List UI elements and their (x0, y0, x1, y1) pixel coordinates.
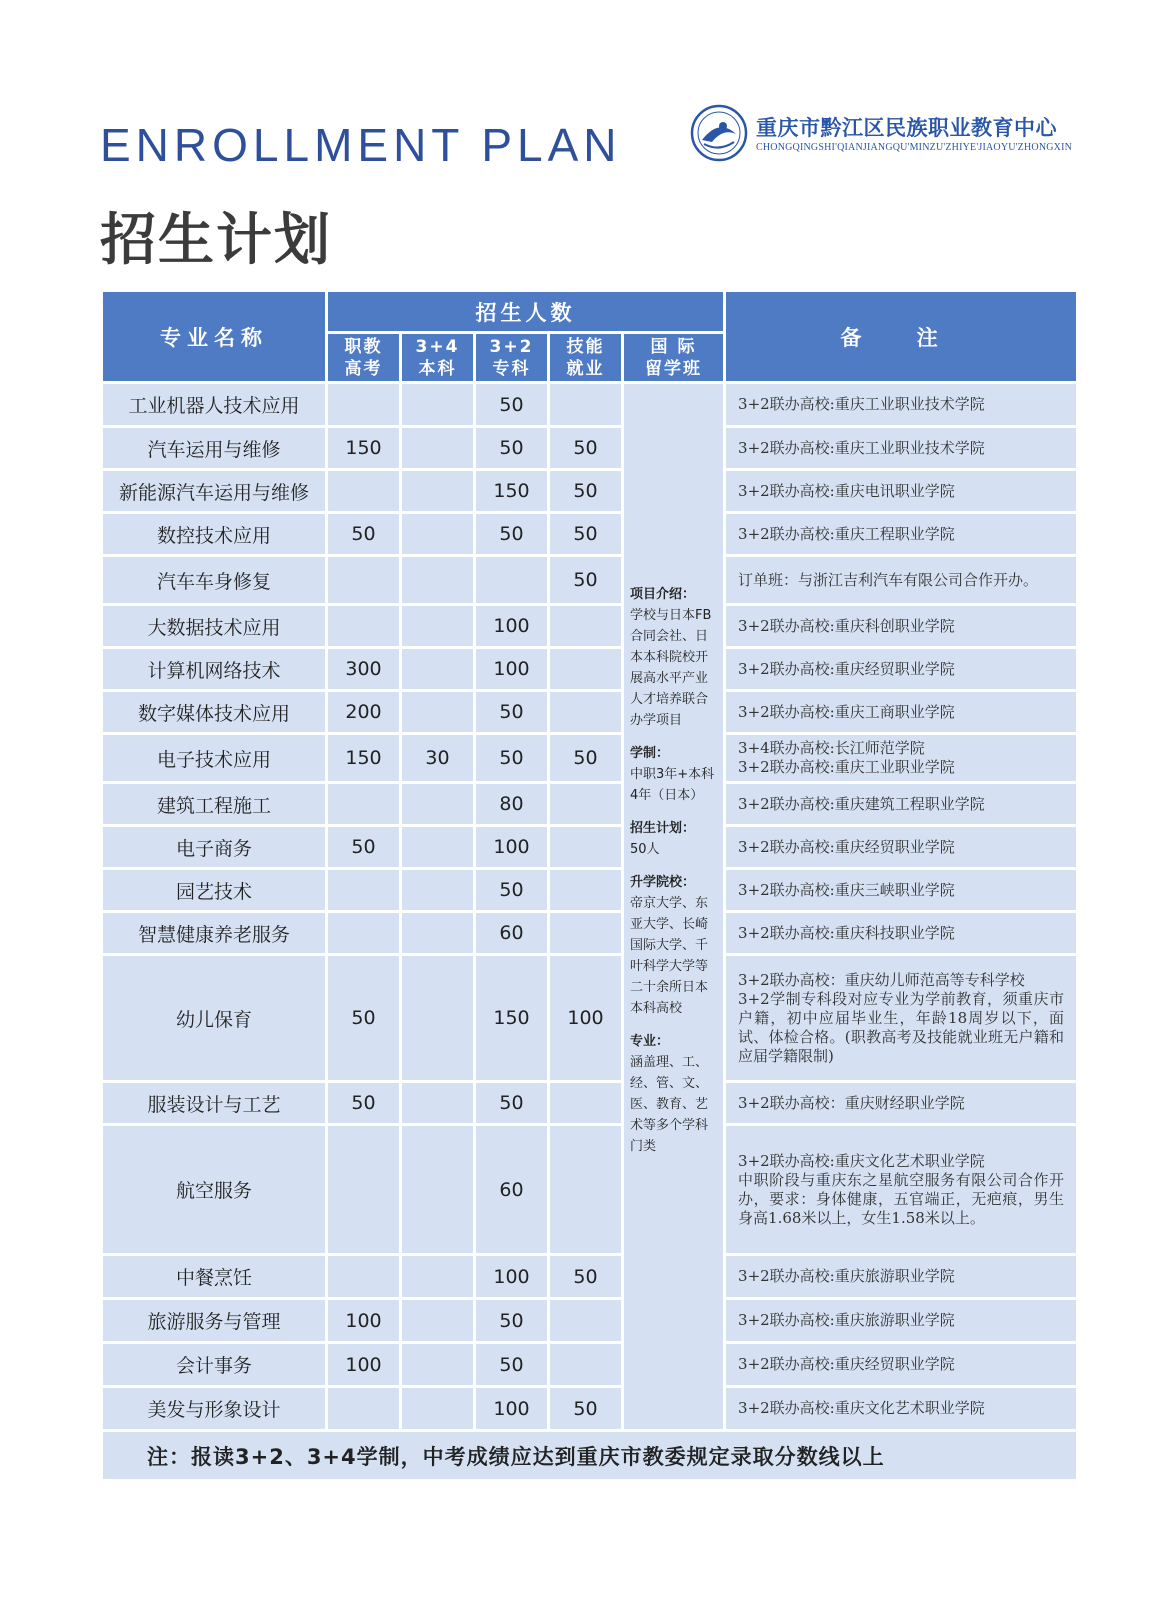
major-name: 工业机器人技术应用 (102, 383, 327, 427)
header-vocational-exam: 职教高考 (327, 333, 401, 383)
table-row (102, 383, 1078, 427)
header-international: 国 际留学班 (623, 333, 725, 383)
count-3plus4 (401, 955, 475, 1082)
count-vocational-exam (327, 605, 401, 648)
major-name: 数字媒体技术应用 (102, 691, 327, 734)
count-3plus4 (401, 383, 475, 427)
count-3plus2: 50 (475, 1343, 549, 1387)
count-3plus4 (401, 470, 475, 513)
remark-cell: 订单班：与浙江吉利汽车有限公司合作开办。 (725, 556, 1078, 605)
count-skill-employment (549, 1082, 623, 1125)
count-skill-employment (549, 691, 623, 734)
count-vocational-exam: 50 (327, 826, 401, 869)
major-name: 数控技术应用 (102, 513, 327, 556)
international-info-block (630, 1031, 719, 1157)
count-3plus2: 50 (475, 383, 549, 427)
count-vocational-exam: 100 (327, 1343, 401, 1387)
count-skill-employment (549, 383, 623, 427)
school-emblem-icon (690, 104, 748, 162)
major-name: 会计事务 (102, 1343, 327, 1387)
count-vocational-exam: 200 (327, 691, 401, 734)
count-skill-employment: 50 (549, 1387, 623, 1431)
international-class-info (623, 383, 725, 1431)
major-name: 中餐烹饪 (102, 1255, 327, 1299)
count-3plus2 (475, 556, 549, 605)
international-info-block (630, 818, 719, 860)
remark-cell: 3+2联办高校:重庆经贸职业学院 (725, 826, 1078, 869)
international-info-block (630, 872, 719, 1019)
major-name: 智慧健康养老服务 (102, 912, 327, 955)
table-row (102, 427, 1078, 470)
page-title-english: ENROLLMENT PLAN (100, 119, 622, 171)
remark-cell: 3+2联办高校:重庆文化艺术职业学院 中职阶段与重庆东之星航空服务有限公司合作开办，要求：身体健康，五官端正，无疤痕，男生身高1.68米以上，女生1.58米以上。 (725, 1125, 1078, 1255)
table-row (102, 1255, 1078, 1299)
count-skill-employment: 50 (549, 470, 623, 513)
count-vocational-exam (327, 912, 401, 955)
major-name: 园艺技术 (102, 869, 327, 912)
major-name: 美发与形象设计 (102, 1387, 327, 1431)
table-row (102, 1343, 1078, 1387)
table-row (102, 691, 1078, 734)
count-3plus4 (401, 513, 475, 556)
count-3plus4 (401, 912, 475, 955)
count-3plus2: 100 (475, 826, 549, 869)
count-3plus4 (401, 1299, 475, 1343)
count-3plus2: 100 (475, 1387, 549, 1431)
table-row (102, 1125, 1078, 1255)
count-skill-employment (549, 1125, 623, 1255)
count-3plus2: 50 (475, 869, 549, 912)
count-vocational-exam (327, 869, 401, 912)
count-3plus4 (401, 1387, 475, 1431)
international-info-label: 升学院校： (630, 875, 696, 890)
count-3plus2: 50 (475, 427, 549, 470)
school-logo (690, 104, 1080, 164)
header-3plus2: 3+2专科 (475, 333, 549, 383)
table-row (102, 470, 1078, 513)
international-info-block (630, 743, 719, 806)
international-info-label: 专业： (630, 1034, 670, 1049)
major-name: 计算机网络技术 (102, 648, 327, 691)
international-info-text: 涵盖理、工、经、管、文、医、教育、艺术等多个学科门类 (630, 1055, 709, 1154)
header-3plus4: 3+4本科 (401, 333, 475, 383)
major-name: 旅游服务与管理 (102, 1299, 327, 1343)
count-vocational-exam (327, 556, 401, 605)
remark-cell: 3+2联办高校:重庆建筑工程职业学院 (725, 783, 1078, 826)
count-3plus4 (401, 869, 475, 912)
international-info-text: 中职3年+本科4年（日本） (630, 767, 715, 803)
count-3plus4 (401, 1125, 475, 1255)
major-name: 电子技术应用 (102, 734, 327, 783)
count-vocational-exam (327, 1255, 401, 1299)
count-3plus4 (401, 1343, 475, 1387)
remark-cell: 3+2联办高校:重庆工业职业技术学院 (725, 427, 1078, 470)
count-3plus2: 60 (475, 912, 549, 955)
major-name: 幼儿保育 (102, 955, 327, 1082)
count-3plus4 (401, 556, 475, 605)
major-name: 汽车运用与维修 (102, 427, 327, 470)
table-row (102, 513, 1078, 556)
count-3plus2: 100 (475, 648, 549, 691)
count-skill-employment (549, 826, 623, 869)
count-skill-employment (549, 1343, 623, 1387)
header-remarks: 备 注 (725, 291, 1078, 383)
count-skill-employment (549, 1299, 623, 1343)
remark-cell: 3+2联办高校:重庆文化艺术职业学院 (725, 1387, 1078, 1431)
count-vocational-exam: 100 (327, 1299, 401, 1343)
count-skill-employment (549, 912, 623, 955)
count-skill-employment: 50 (549, 734, 623, 783)
count-skill-employment (549, 869, 623, 912)
table-row (102, 556, 1078, 605)
count-vocational-exam: 50 (327, 955, 401, 1082)
count-skill-employment: 100 (549, 955, 623, 1082)
remark-cell: 3+2联办高校:重庆工业职业技术学院 (725, 383, 1078, 427)
header-major: 专业名称 (102, 291, 327, 383)
table-row (102, 783, 1078, 826)
count-skill-employment (549, 783, 623, 826)
page-title-chinese: 招生计划 (100, 208, 332, 273)
remark-cell: 3+2联办高校:重庆旅游职业学院 (725, 1255, 1078, 1299)
major-name: 航空服务 (102, 1125, 327, 1255)
count-vocational-exam (327, 470, 401, 513)
international-info-block (630, 584, 719, 731)
international-info-label: 学制： (630, 746, 670, 761)
count-3plus2: 100 (475, 605, 549, 648)
table-row (102, 734, 1078, 783)
table-row (102, 605, 1078, 648)
international-info-text: 50人 (630, 842, 660, 857)
count-3plus2: 50 (475, 734, 549, 783)
table-row (102, 826, 1078, 869)
table-row (102, 955, 1078, 1082)
count-skill-employment: 50 (549, 513, 623, 556)
table-row (102, 1387, 1078, 1431)
count-3plus4: 30 (401, 734, 475, 783)
count-3plus2: 50 (475, 691, 549, 734)
count-3plus2: 100 (475, 1255, 549, 1299)
count-skill-employment (549, 605, 623, 648)
count-vocational-exam (327, 1387, 401, 1431)
count-3plus4 (401, 605, 475, 648)
count-skill-employment: 50 (549, 1255, 623, 1299)
major-name: 汽车车身修复 (102, 556, 327, 605)
count-3plus4 (401, 648, 475, 691)
international-info-text: 帝京大学、东亚大学、长崎国际大学、千叶科学大学等二十余所日本本科高校 (630, 896, 709, 1016)
remark-cell: 3+2联办高校：重庆幼儿师范高等专科学校 3+2学制专科段对应专业为学前教育，须重庆市户籍，初中应届毕业生，年龄18周岁以下，面试、体检合格。(职教高考及技能就业班无户籍和应届学籍限制) (725, 955, 1078, 1082)
count-3plus4 (401, 826, 475, 869)
count-3plus4 (401, 427, 475, 470)
count-vocational-exam (327, 383, 401, 427)
table-row (102, 1299, 1078, 1343)
count-vocational-exam: 50 (327, 513, 401, 556)
count-vocational-exam: 150 (327, 427, 401, 470)
remark-cell: 3+2联办高校:重庆电讯职业学院 (725, 470, 1078, 513)
count-3plus2: 150 (475, 470, 549, 513)
count-3plus2: 60 (475, 1125, 549, 1255)
international-info-label: 招生计划： (630, 821, 696, 836)
remark-cell: 3+2联办高校:重庆科技职业学院 (725, 912, 1078, 955)
count-3plus4 (401, 1082, 475, 1125)
count-vocational-exam (327, 1125, 401, 1255)
remark-cell: 3+2联办高校:重庆经贸职业学院 (725, 1343, 1078, 1387)
count-3plus2: 50 (475, 1082, 549, 1125)
count-skill-employment (549, 648, 623, 691)
count-3plus2: 150 (475, 955, 549, 1082)
major-name: 服装设计与工艺 (102, 1082, 327, 1125)
table-row (102, 869, 1078, 912)
international-info-text: 学校与日本FB合同会社、日本本科院校开展高水平产业人才培养联合办学项目 (630, 608, 712, 728)
count-3plus2: 80 (475, 783, 549, 826)
remark-cell: 3+2联办高校：重庆财经职业学院 (725, 1082, 1078, 1125)
count-3plus2: 50 (475, 1299, 549, 1343)
table-footnote: 注：报读3+2、3+4学制，中考成绩应达到重庆市教委规定录取分数线以上 (102, 1431, 1078, 1481)
table-row (102, 648, 1078, 691)
major-name: 电子商务 (102, 826, 327, 869)
major-name: 新能源汽车运用与维修 (102, 470, 327, 513)
count-vocational-exam: 300 (327, 648, 401, 691)
remark-cell: 3+2联办高校:重庆科创职业学院 (725, 605, 1078, 648)
remark-cell: 3+2联办高校:重庆工程职业学院 (725, 513, 1078, 556)
remark-cell: 3+2联办高校:重庆三峡职业学院 (725, 869, 1078, 912)
enrollment-table (100, 289, 1079, 1482)
table-row (102, 1082, 1078, 1125)
school-name-pinyin: CHONGQINGSHI'QIANJIANGQU'MINZU'ZHIYE'JIAOYU'ZHONGXIN (756, 142, 1073, 153)
count-vocational-exam: 50 (327, 1082, 401, 1125)
count-3plus4 (401, 691, 475, 734)
count-skill-employment: 50 (549, 427, 623, 470)
major-name: 建筑工程施工 (102, 783, 327, 826)
count-vocational-exam (327, 783, 401, 826)
count-3plus4 (401, 783, 475, 826)
header-enrollment-count: 招生人数 (327, 291, 725, 333)
major-name: 大数据技术应用 (102, 605, 327, 648)
count-skill-employment: 50 (549, 556, 623, 605)
count-3plus2: 50 (475, 513, 549, 556)
table-row (102, 912, 1078, 955)
count-3plus4 (401, 1255, 475, 1299)
count-vocational-exam: 150 (327, 734, 401, 783)
remark-cell: 3+2联办高校:重庆旅游职业学院 (725, 1299, 1078, 1343)
remark-cell: 3+2联办高校:重庆经贸职业学院 (725, 648, 1078, 691)
school-name: 重庆市黔江区民族职业教育中心 (756, 116, 1057, 140)
remark-cell: 3+4联办高校:长江师范学院 3+2联办高校:重庆工业职业学院 (725, 734, 1078, 783)
remark-cell: 3+2联办高校:重庆工商职业学院 (725, 691, 1078, 734)
international-info-label: 项目介绍： (630, 587, 696, 602)
header-skill-employment: 技能就业 (549, 333, 623, 383)
